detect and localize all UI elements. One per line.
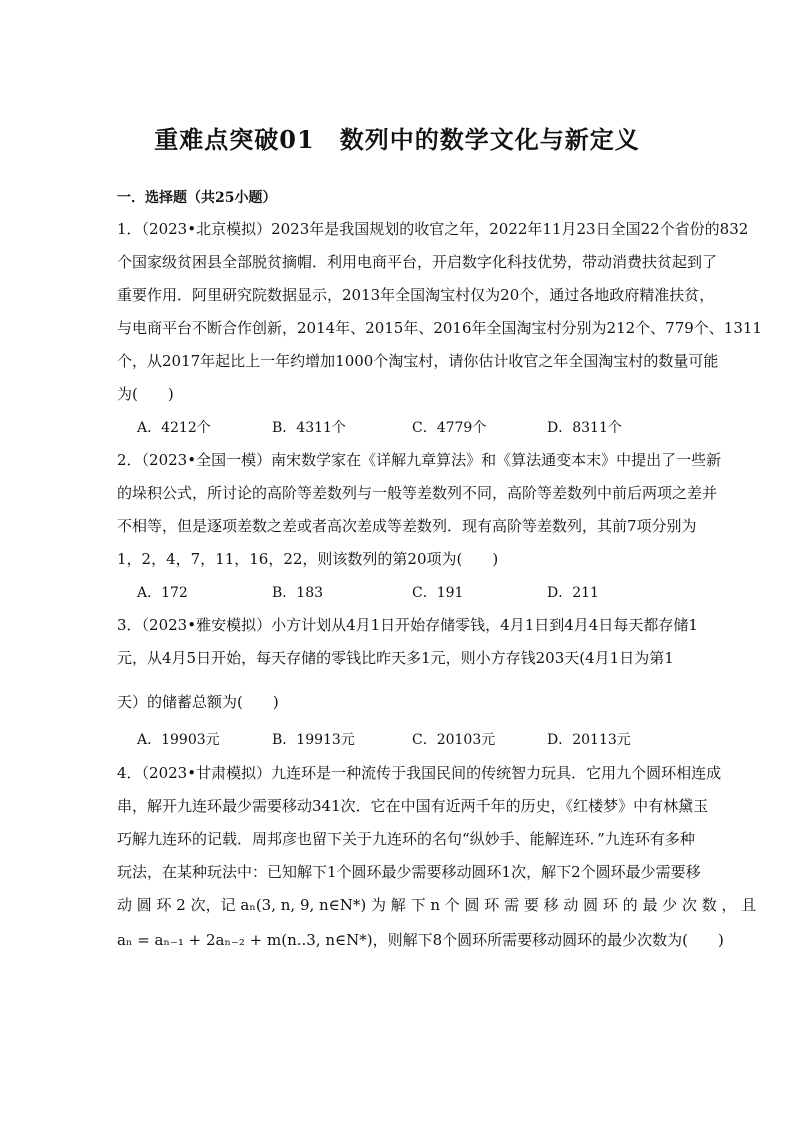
q1-line-4: 与电商平台不断合作创新，2014年、2015年、2016年全国淘宝村分别为212个、779个、1311 [117,319,762,337]
q1-line-1: 1．（2023•北京模拟）2023年是我国规划的收官之年，2022年11月23日全国22个省份的832 [117,220,749,238]
q3-line-3: 天）的储蓄总额为( ) [117,693,279,711]
q2-line-3: 不相等，但是逐项差数之差或者高次差成等差数列．现有高阶等差数列，其前7项分别为 [117,517,697,535]
q1-line-3: 重要作用．阿里研究院数据显示，2013年全国淘宝村仅为20个，通过各地政府精准扶贫， [117,286,715,304]
q4-line-6: aₙ = aₙ₋₁ + 2aₙ₋₂ + m(n..3, n∈N*)，则解下8个圆环所需要移动圆环的最少次数为( ) [117,931,724,949]
q3-line-1: 3．（2023•雅安模拟）小方计划从4月1日开始存储零钱，4月1日到4月4日每天都存储1 [117,616,698,634]
q1-option-a[interactable]: A．4212个 [137,420,211,436]
q3-line-2: 元，从4月5日开始，每天存储的零钱比昨天多1元，则小方存钱203天(4月1日为第1 [117,649,674,667]
q3-option-b[interactable]: B．19913元 [272,732,355,748]
q1-line-5: 个，从2017年起比上一年约增加1000个淘宝村，请你估计收官之年全国淘宝村的数量可能 [117,352,719,370]
q2-line-4: 1，2，4，7，11，16，22，则该数列的第20项为( ) [117,550,499,568]
q2-option-d[interactable]: D．211 [547,585,599,601]
q3-option-d[interactable]: D．20113元 [547,732,631,748]
q4-line-1: 4．（2023•甘肃模拟）九连环是一种流传于我国民间的传统智力玩具．它用九个圆环相连成 [117,764,722,782]
q4-line-2: 串，解开九连环最少需要移动341次．它在中国有近两千年的历史，《红楼梦》中有林黛玉 [117,797,709,815]
q2-option-a[interactable]: A．172 [137,585,188,601]
q1-option-c[interactable]: C．4779个 [412,420,487,436]
q2-option-c[interactable]: C．191 [412,585,464,601]
page-title: 重难点突破01 数列中的数学文化与新定义 [154,125,640,154]
q3-option-c[interactable]: C．20103元 [412,732,496,748]
q1-options [0,417,794,439]
section-heading: 一．选择题（共25小题） [117,190,277,206]
q1-option-b[interactable]: B．4311个 [272,420,346,436]
q2-line-2: 的垛积公式，所讨论的高阶等差数列与一般等差数列不同，高阶等差数列中前后两项之差并 [117,484,718,502]
q1-option-d[interactable]: D．8311个 [547,420,622,436]
q1-line-2: 个国家级贫困县全部脱贫摘帽．利用电商平台，开启数字化科技优势，带动消费扶贫起到了 [117,253,718,271]
q4-line-5: 动 圆 环 2 次，记 aₙ(3, n, 9, n∈N*) 为 解 下 n 个 圆 环 需 要 移 动 圆 环 的 最 少 次 数 ， 且 [117,896,757,914]
q2-option-b[interactable]: B．183 [272,585,324,601]
q1-line-6: 为( ) [117,385,174,403]
q4-line-4: 玩法，在某种玩法中：已知解下1个圆环最少需要移动圆环1次，解下2个圆环最少需要移 [117,863,701,881]
q2-options [0,582,794,604]
q3-option-a[interactable]: A．19903元 [137,732,220,748]
q3-options [0,729,794,751]
q2-line-1: 2．（2023•全国一模）南宋数学家在《详解九章算法》和《算法通变本末》中提出了一些新 [117,451,722,469]
q4-line-3: 巧解九连环的记载．周邦彦也留下关于九连环的名句“纵妙手、能解连环．”九连环有多种 [117,830,695,848]
